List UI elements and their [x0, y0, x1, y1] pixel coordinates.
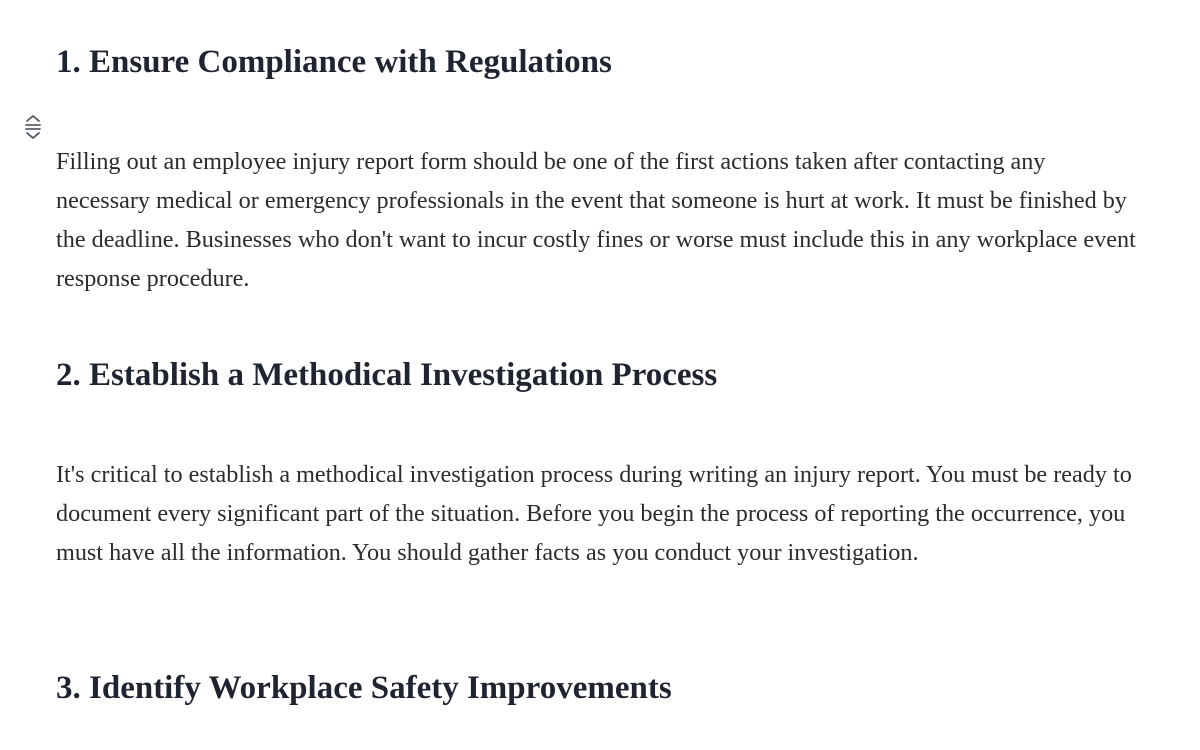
- expand-collapse-handle-icon[interactable]: [22, 112, 44, 142]
- section-heading-1: 1. Ensure Compliance with Regulations: [56, 44, 612, 80]
- section-heading-2: 2. Establish a Methodical Investigation Process: [56, 357, 718, 393]
- section-heading-3: 3. Identify Workplace Safety Improvements: [56, 670, 672, 706]
- section-paragraph-2: It's critical to establish a methodical investigation process during writing an injury report. You must be ready to document every significant part of the situation. Before you begin the process of reporting the occurrence, you must have all the information. You should gather facts as you conduct your investigation.: [56, 461, 1132, 566]
- section-paragraph-1: Filling out an employee injury report form should be one of the first actions taken after contacting any necessary medical or emergency professionals in the event that someone is hurt at work. It must be finished by the deadline. Businesses who don't want to incur costly fines or worse must include this in any workplace event response procedure.: [56, 148, 1136, 292]
